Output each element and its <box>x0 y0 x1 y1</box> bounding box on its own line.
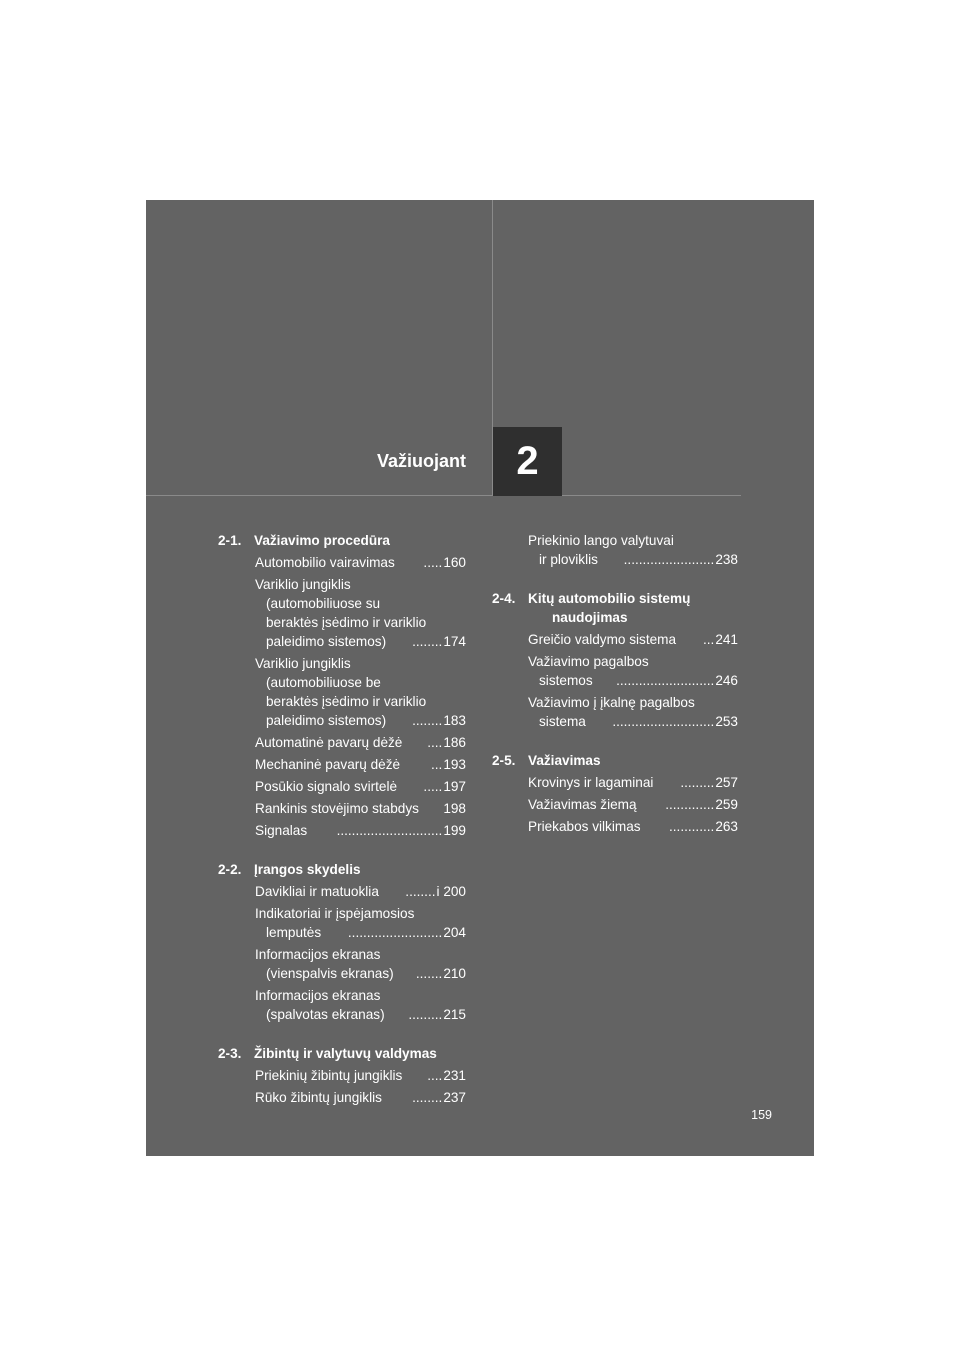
toc-entry-line <box>255 575 466 594</box>
toc-entry[interactable] <box>218 733 466 752</box>
toc-entry-text: beraktės įsėdimo ir variklio <box>266 694 427 709</box>
toc-entry[interactable] <box>218 1088 466 1107</box>
toc-entry-text: Posūkio signalo svirtelė <box>255 779 398 794</box>
toc-entry-line <box>255 613 466 632</box>
toc-leader-dots: ............................ <box>336 823 443 838</box>
toc-entry-text: Priekinių žibintų jungiklis <box>255 1068 403 1083</box>
toc-entry[interactable] <box>492 652 738 690</box>
toc-entry[interactable] <box>218 986 466 1024</box>
toc-page-number: 241 <box>715 632 738 647</box>
toc-entry-line-last <box>528 773 738 792</box>
toc-page-number: 186 <box>443 735 466 750</box>
toc-leader-dots: ............. <box>665 797 715 812</box>
toc-entry-text: (automobiliuose su <box>266 596 381 611</box>
toc-entry-text: sistema <box>539 714 586 729</box>
toc-entry[interactable] <box>218 575 466 651</box>
toc-page-number: 246 <box>715 673 738 688</box>
toc-page-number: i 200 <box>436 884 466 899</box>
section-title: Kitų automobilio sistemų naudojimas <box>528 591 691 625</box>
toc-entry-text: Greičio valdymo sistema <box>528 632 677 647</box>
toc-page-number: 231 <box>443 1068 466 1083</box>
toc-section-heading <box>492 589 738 627</box>
toc-entry-line-last <box>255 755 466 774</box>
toc-entry-line-last <box>528 630 738 649</box>
chapter-title: Važiuojant <box>376 451 466 471</box>
toc-entry-line-last <box>255 923 466 942</box>
toc-entry-text: Indikatoriai ir įspėjamosios <box>255 906 415 921</box>
toc-entry-text: Automatinė pavarų dėžė <box>255 735 403 750</box>
toc-entry-text: sistemos <box>539 673 593 688</box>
page-number: 159 <box>751 1108 772 1122</box>
toc-leader-dots: ... <box>430 757 443 772</box>
toc-entry-text: lemputės <box>266 925 322 940</box>
toc-leader-dots: ........................... <box>612 714 715 729</box>
toc-entry-text: Automobilio vairavimas <box>255 555 395 570</box>
toc-entry-text: paleidimo sistemos) <box>266 634 387 649</box>
toc-leader-dots: ......................... <box>347 925 443 940</box>
toc-entry[interactable] <box>492 817 738 836</box>
toc-page-number: 174 <box>443 634 466 649</box>
section-spacer <box>492 731 738 751</box>
toc-entry[interactable] <box>218 1066 466 1085</box>
toc-page-number: 210 <box>443 966 466 981</box>
toc-leader-dots: ........ <box>412 634 443 649</box>
toc-entry-line-last <box>255 821 466 840</box>
toc-entry[interactable] <box>218 945 466 983</box>
toc-entry-text: ir ploviklis <box>539 552 598 567</box>
toc-page-number: 204 <box>443 925 466 940</box>
section-spacer <box>218 840 466 860</box>
toc-entry-text: Priekinio lango valytuvai <box>528 533 674 548</box>
toc-entry-line <box>528 531 738 550</box>
toc-column-right <box>492 531 738 836</box>
toc-entry-line <box>528 693 738 712</box>
toc-entry-line-last <box>255 1066 466 1085</box>
toc-section-heading <box>218 860 466 879</box>
toc-section-heading <box>218 531 466 550</box>
toc-entry-text: Važiavimo į įkalnę pagalbos <box>528 695 695 710</box>
toc-leader-dots: ......... <box>408 1007 443 1022</box>
toc-entry[interactable] <box>218 777 466 796</box>
toc-entry[interactable] <box>492 795 738 814</box>
toc-entry[interactable] <box>218 799 466 818</box>
toc-page-number: 193 <box>443 757 466 772</box>
toc-leader-dots: ....... <box>415 966 443 981</box>
toc-entry-text: Mechaninė pavarų dėžė <box>255 757 401 772</box>
toc-entry-line <box>255 673 466 692</box>
toc-entry-line-last <box>255 711 466 730</box>
toc-entry-line-last <box>255 777 466 796</box>
toc-entry-line-last <box>528 795 738 814</box>
toc-entry-line-last <box>528 550 738 569</box>
toc-entry[interactable] <box>218 882 466 901</box>
section-number: 2-3. <box>218 1046 242 1061</box>
toc-entry[interactable] <box>218 904 466 942</box>
toc-entry-line-last <box>528 671 738 690</box>
toc-leader-dots: ..... <box>423 779 443 794</box>
toc-entry-line-last <box>255 882 466 901</box>
toc-entry-line-last <box>255 1088 466 1107</box>
toc-page-number: 237 <box>443 1090 466 1105</box>
toc-entry-line <box>255 654 466 673</box>
toc-entry[interactable] <box>218 553 466 572</box>
toc-entry[interactable] <box>218 821 466 840</box>
toc-entry[interactable] <box>218 755 466 774</box>
toc-leader-dots: .... <box>427 1068 443 1083</box>
toc-entry-text: Davikliai ir matuoklia <box>255 884 379 899</box>
section-title: Žibintų ir valytuvų valdymas <box>254 1046 437 1061</box>
toc-page-number: 197 <box>443 779 466 794</box>
toc-entry[interactable] <box>492 630 738 649</box>
toc-entry-text: Variklio jungiklis <box>255 577 351 592</box>
toc-entry[interactable] <box>492 531 738 569</box>
toc-entry-line-last <box>255 553 466 572</box>
toc-page-number: 253 <box>715 714 738 729</box>
toc-leader-dots: ......... <box>680 775 715 790</box>
chapter-panel <box>146 200 814 1156</box>
toc-entry[interactable] <box>492 693 738 731</box>
toc-entry[interactable] <box>492 773 738 792</box>
toc-entry-text: Informacijos ekranas <box>255 988 381 1003</box>
toc-leader-dots: ........ <box>412 713 443 728</box>
divider-horizontal <box>146 495 741 496</box>
section-number: 2-5. <box>492 753 516 768</box>
toc-entry-text: Informacijos ekranas <box>255 947 381 962</box>
toc-entry-line <box>255 692 466 711</box>
toc-entry-line-last <box>255 733 466 752</box>
section-number: 2-1. <box>218 533 242 548</box>
toc-entry-line-last <box>255 632 466 651</box>
toc-entry-line <box>528 652 738 671</box>
section-title: Įrangos skydelis <box>254 862 361 877</box>
section-title: Važiavimo procedūra <box>254 533 390 548</box>
toc-entry-line-last <box>528 712 738 731</box>
toc-entry-text: Rūko žibintų jungiklis <box>255 1090 382 1105</box>
section-number: 2-2. <box>218 862 242 877</box>
toc-entry-text: Važiavimo pagalbos <box>528 654 649 669</box>
toc-leader-dots: ... <box>702 632 715 647</box>
toc-entry-text: (vienspalvis ekranas) <box>266 966 394 981</box>
toc-entry-text: Krovinys ir lagaminai <box>528 775 654 790</box>
toc-page-number: 215 <box>443 1007 466 1022</box>
chapter-number-box <box>493 427 562 496</box>
toc-entry-text: Variklio jungiklis <box>255 656 351 671</box>
chapter-number: 2 <box>516 439 539 483</box>
toc-page-number: 160 <box>443 555 466 570</box>
toc-entry-line <box>255 986 466 1005</box>
toc-leader-dots: ..... <box>423 555 443 570</box>
toc-page-number: 257 <box>715 775 738 790</box>
toc-page-number: 199 <box>443 823 466 838</box>
section-number: 2-4. <box>492 591 516 606</box>
toc-page-number: 183 <box>443 713 466 728</box>
toc-entry-text: Signalas <box>255 823 308 838</box>
section-spacer <box>492 569 738 589</box>
toc-entry[interactable] <box>218 654 466 730</box>
toc-entry-text: (spalvotas ekranas) <box>266 1007 385 1022</box>
toc-entry-text: (automobiliuose be <box>266 675 381 690</box>
toc-page-number: 238 <box>715 552 738 567</box>
toc-page-number: 198 <box>443 801 466 816</box>
toc-entry-text: paleidimo sistemos) <box>266 713 387 728</box>
toc-section-heading <box>218 1044 466 1063</box>
toc-entry-text: Priekabos vilkimas <box>528 819 641 834</box>
toc-entry-line <box>255 945 466 964</box>
section-title: Važiavimas <box>528 753 601 768</box>
toc-page-number: 259 <box>715 797 738 812</box>
toc-leader-dots: ........................ <box>623 552 715 567</box>
toc-entry-text: Rankinis stovėjimo stabdys <box>255 801 419 816</box>
toc-entry-line-last <box>528 817 738 836</box>
toc-leader-dots: ........ <box>405 884 436 899</box>
section-spacer <box>218 1024 466 1044</box>
toc-leader-dots: .... <box>427 735 443 750</box>
toc-section-heading <box>492 751 738 770</box>
toc-leader-dots: ........ <box>412 1090 443 1105</box>
toc-leader-dots: ............ <box>668 819 715 834</box>
toc-entry-line <box>255 904 466 923</box>
toc-column-left <box>218 531 466 1107</box>
toc-page-number: 263 <box>715 819 738 834</box>
toc-entry-line-last <box>255 964 466 983</box>
toc-entry-line-last <box>255 799 466 818</box>
toc-entry-line <box>255 594 466 613</box>
toc-entry-text: Važiavimas žiemą <box>528 797 637 812</box>
toc-entry-text: beraktės įsėdimo ir variklio <box>266 615 427 630</box>
toc-leader-dots: .......................... <box>616 673 715 688</box>
toc-entry-line-last <box>255 1005 466 1024</box>
